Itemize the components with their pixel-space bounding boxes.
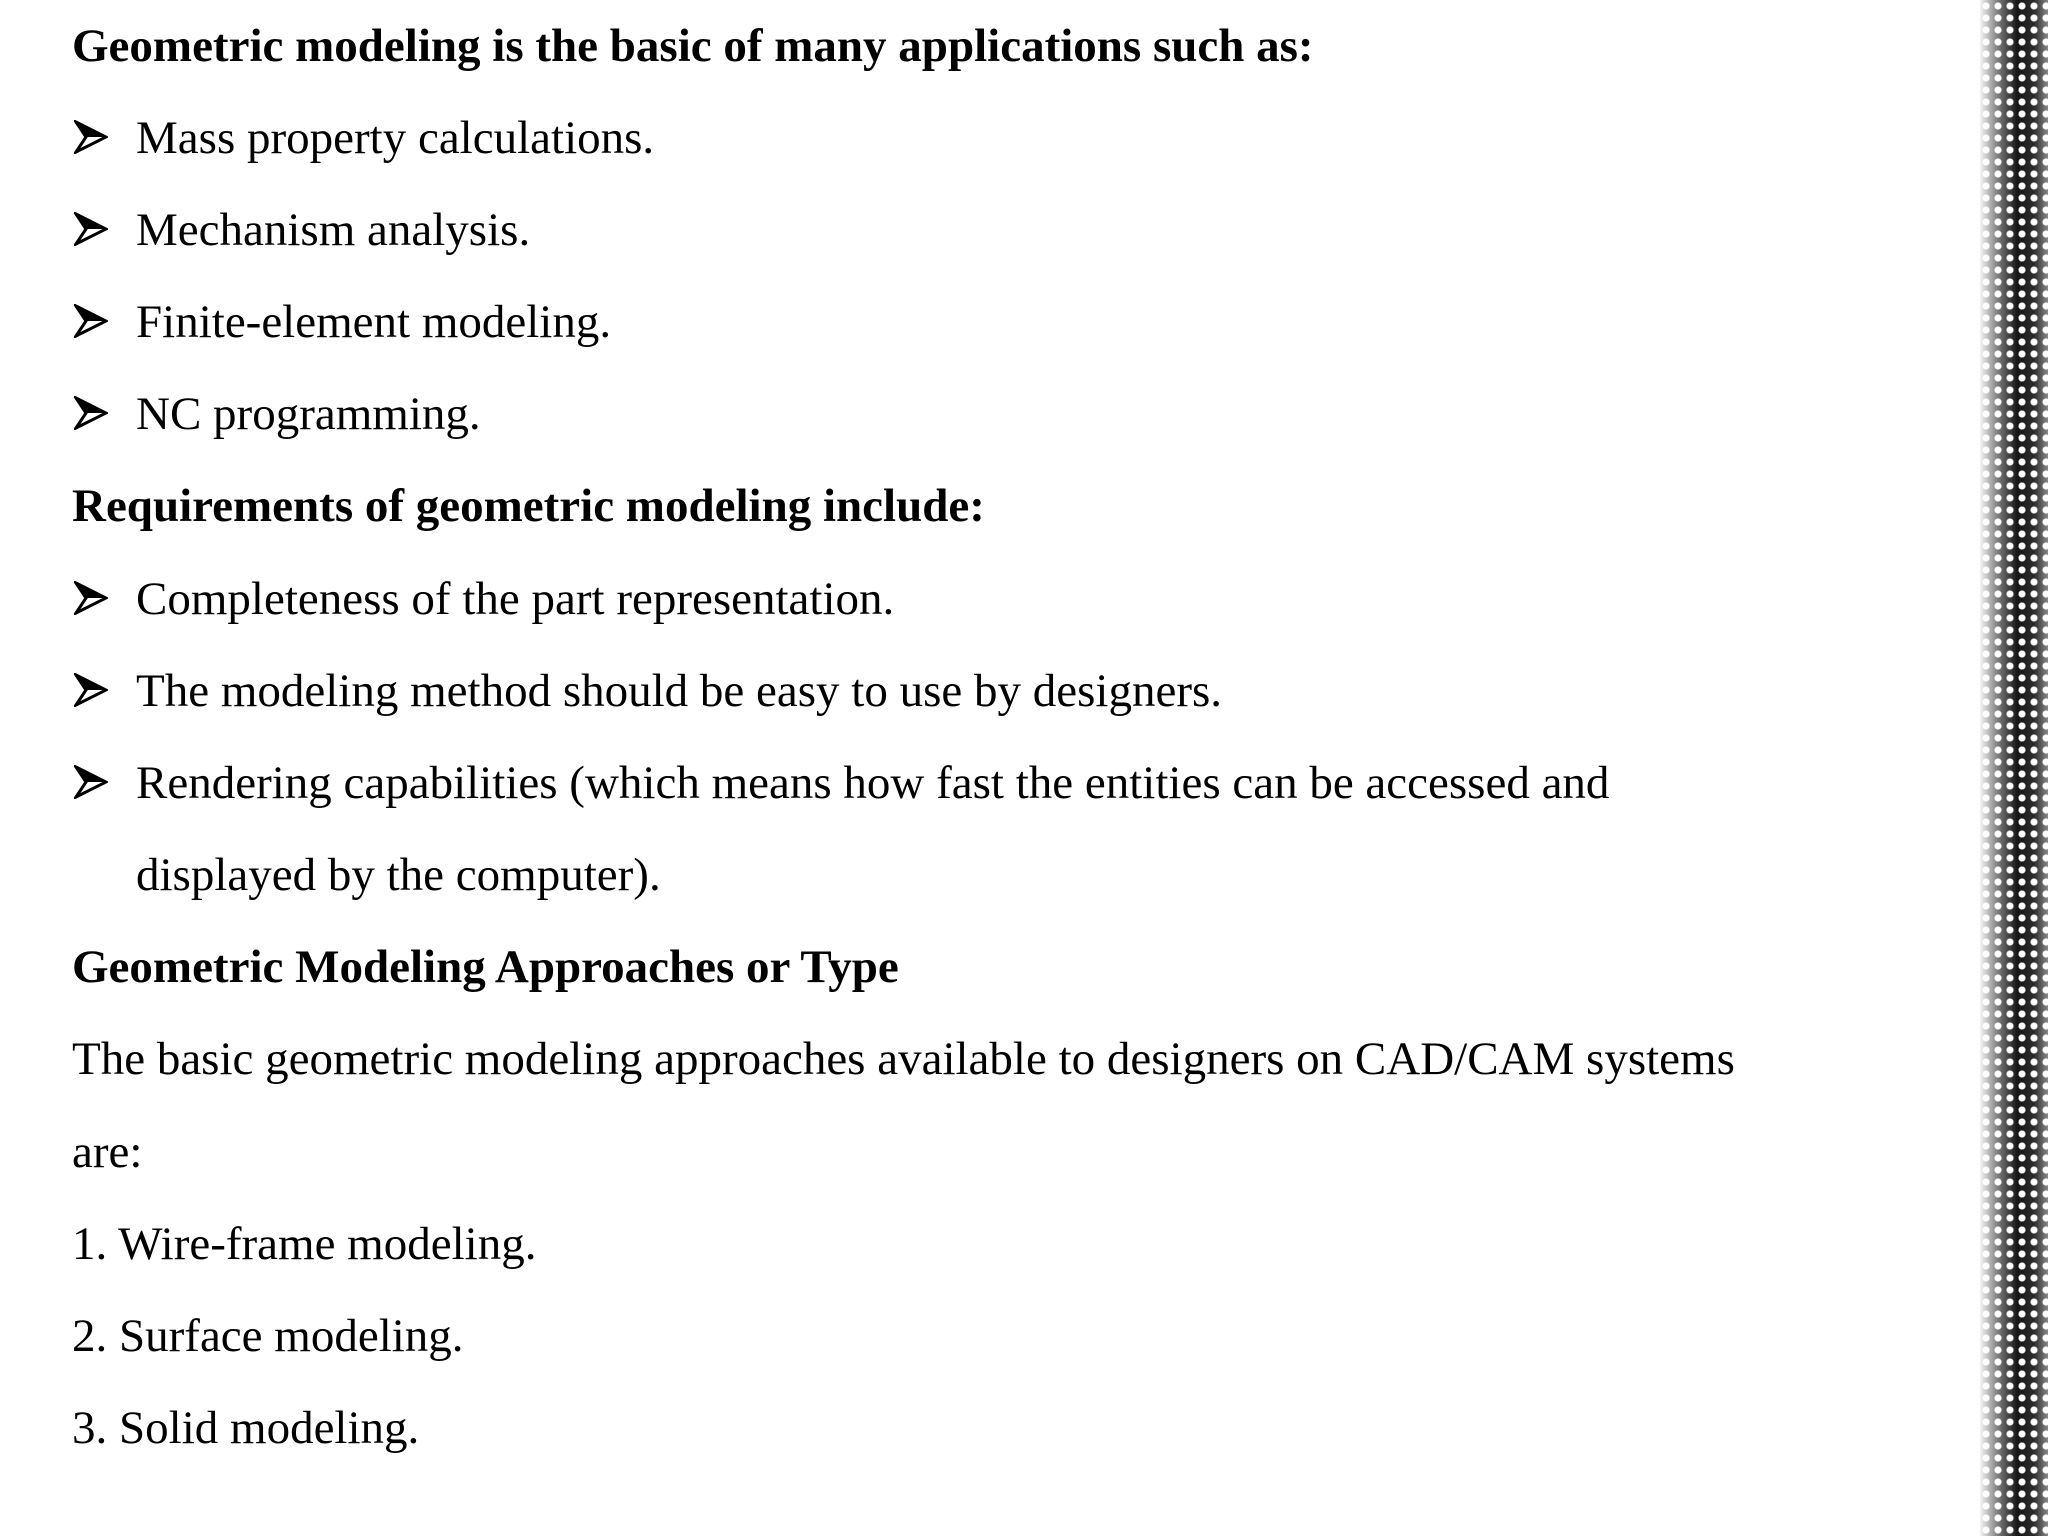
arrow-bullet-icon [72, 553, 114, 645]
arrow-bullet-icon [72, 368, 114, 460]
heading-applications: Geometric modeling is the basic of many applications such as: [72, 20, 1314, 72]
list-item-text: Mass property calculations. [136, 112, 655, 164]
list-item-text: Completeness of the part representation. [136, 573, 895, 625]
heading-requirements: Requirements of geometric modeling include: [72, 480, 985, 532]
numbered-item: 2. Surface modeling. [72, 1310, 464, 1362]
arrow-bullet-icon [72, 184, 114, 276]
paragraph-intro-continuation: are: [72, 1126, 143, 1178]
list-item-text: Mechanism analysis. [136, 204, 531, 256]
list-item-text: Rendering capabilities (which means how fast the entities can be accessed and [136, 757, 1610, 809]
arrow-bullet-icon [72, 645, 114, 737]
decorative-side-border [1980, 0, 2048, 1536]
numbered-item: 3. Solid modeling. [72, 1402, 420, 1454]
heading-approaches: Geometric Modeling Approaches or Type [72, 941, 899, 993]
list-item-text: NC programming. [136, 388, 481, 440]
arrow-bullet-icon [72, 276, 114, 368]
list-item-text: The modeling method should be easy to use by designers. [136, 665, 1223, 717]
list-item-text: Finite-element modeling. [136, 296, 612, 348]
arrow-bullet-icon [72, 737, 114, 829]
arrow-bullet-icon [72, 92, 114, 184]
numbered-item: 1. Wire-frame modeling. [72, 1218, 537, 1270]
list-item-continuation: displayed by the computer). [136, 849, 661, 901]
paragraph-intro: The basic geometric modeling approaches available to designers on CAD/CAM systems [72, 1033, 1735, 1085]
